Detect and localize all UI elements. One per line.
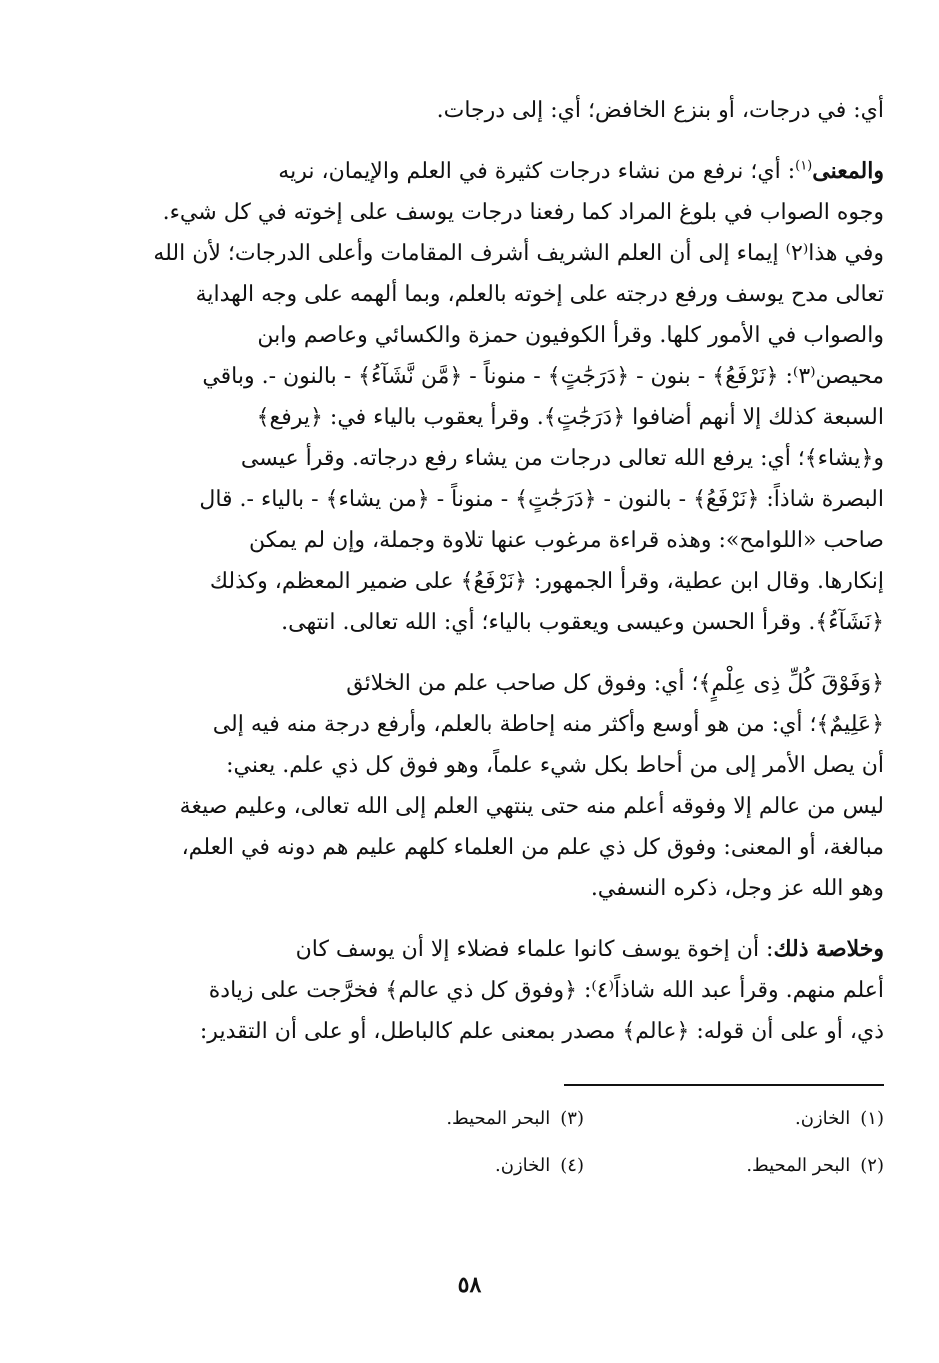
text-line: إنكارها. وقال ابن عطية، وقرأ الجمهور: ﴿نَرْفَعُ﴾ على ضمير المعظم، وكذلك (209, 569, 884, 594)
text-line: أي: في درجات، أو بنزع الخافض؛ أي: إلى درجات. (436, 98, 884, 123)
footnote-2: (٢)البحر المحيط. (746, 1155, 884, 1176)
text-line: ذي، أو على أن قوله: ﴿عالم﴾ مصدر بمعنى علم كالباطل، أو على أن التقدير: (199, 1019, 884, 1044)
paragraph-3 (108, 663, 884, 909)
text-line (108, 929, 884, 970)
text-line: ليس من عالم إلا وفوقه أعلم منه حتى ينتهي العلم إلى الله تعالى، وعليم صيغة (179, 794, 884, 819)
text-line: ﴿نَشَآءُ﴾. وقرأ الحسن وعيسى ويعقوب بالياء؛ أي: الله تعالى. انتهى. (281, 610, 884, 635)
text-line: أعلم منهم. وقرأ عبد الله شاذاً⁽٤⁾: ﴿وفوق كل ذي عالم﴾ فخرَّجت على زيادة (208, 978, 884, 1003)
text-line: تعالى مدح يوسف ورفع درجته على إخوته بالعلم، وبما ألهمه على وجه الهداية (195, 282, 884, 307)
footnote-separator (564, 1084, 884, 1086)
text-line: و﴿يشاء﴾؛ أي: يرفع الله تعالى درجات من يشاء رفع درجاته. وقرأ عيسى (240, 446, 884, 471)
text-line: وهو الله عز وجل، ذكره النسفي. (590, 876, 884, 901)
footnote-3: (٣)البحر المحيط. (446, 1108, 584, 1129)
text-line: السبعة كذلك إلا أنهم أضافوا ﴿دَرَجَٰتٍ﴾. وقرأ يعقوب بالياء في: ﴿يرفع﴾ (256, 405, 884, 430)
text-line: البصرة شاذاً: ﴿نَرْفَعُ﴾ - بالنون - ﴿دَرَجَٰتٍ﴾ - منوناً - ﴿من يشاء﴾ - بالياء -. قال (199, 487, 884, 512)
footnote-1: (١)الخازن. (795, 1108, 884, 1129)
lead-word: وخلاصة ذلك (773, 936, 884, 962)
text-line: ﴿عَلِيمٌ﴾؛ أي: من هو أوسع وأكثر منه إحاطة بالعلم، وأرفع درجة منه فيه إلى (212, 712, 884, 737)
text-line: والصواب في الأمور كلها. وقرأ الكوفيون حمزة والكسائي وعاصم وابن (257, 323, 884, 348)
paragraph-2 (108, 151, 884, 643)
text-line: مبالغة، أو المعنى: وفوق كل ذي علم من العلماء كلهم عليم هم دونه في العلم، (181, 835, 884, 860)
page-number: ٥٨ (457, 1272, 482, 1298)
footnotes (108, 1108, 884, 1176)
text-line: وفي هذا⁽٢⁾ إيماء إلى أن العلم الشريف أشرف المقامات وأعلى الدرجات؛ لأن الله (153, 241, 884, 266)
text-line: محيصن⁽٣⁾: ﴿نَرْفَعُ﴾ - بنون - ﴿دَرَجَٰتٍ﴾ - منوناً - ﴿مَّن نَّشَآءُ﴾ - بالنون -. وباقي (202, 364, 884, 389)
paragraph-4 (108, 929, 884, 1052)
lead-word: والمعنى (812, 158, 884, 184)
text-line: ﴿وَفَوْقَ كُلِّ ذِى عِلْمٍ﴾؛ أي: وفوق كل صاحب علم من الخلائق (346, 671, 884, 696)
text-line: أن يصل الأمر إلى من أحاط بكل شيء علماً، وهو فوق كل ذي علم. يعني: (226, 753, 884, 778)
text-fragment: : أن إخوة يوسف كانوا علماء فضلاء إلا أن يوسف كان (295, 937, 774, 962)
footnote-ref: (١) (795, 158, 813, 174)
text-line (108, 151, 884, 192)
text-fragment: : أي؛ نرفع من نشاء درجات كثيرة في العلم والإيمان، نريه (278, 159, 796, 184)
text-line: صاحب «اللوامح»: وهذه قراءة مرغوب عنها تلاوة وجملة، وإن لم يمكن (249, 528, 884, 553)
footnote-4: (٤)الخازن. (495, 1155, 584, 1176)
text-line: وجوه الصواب في بلوغ المراد كما رفعنا درجات يوسف على إخوته في كل شيء. (162, 200, 884, 225)
paragraph-1 (108, 90, 884, 131)
